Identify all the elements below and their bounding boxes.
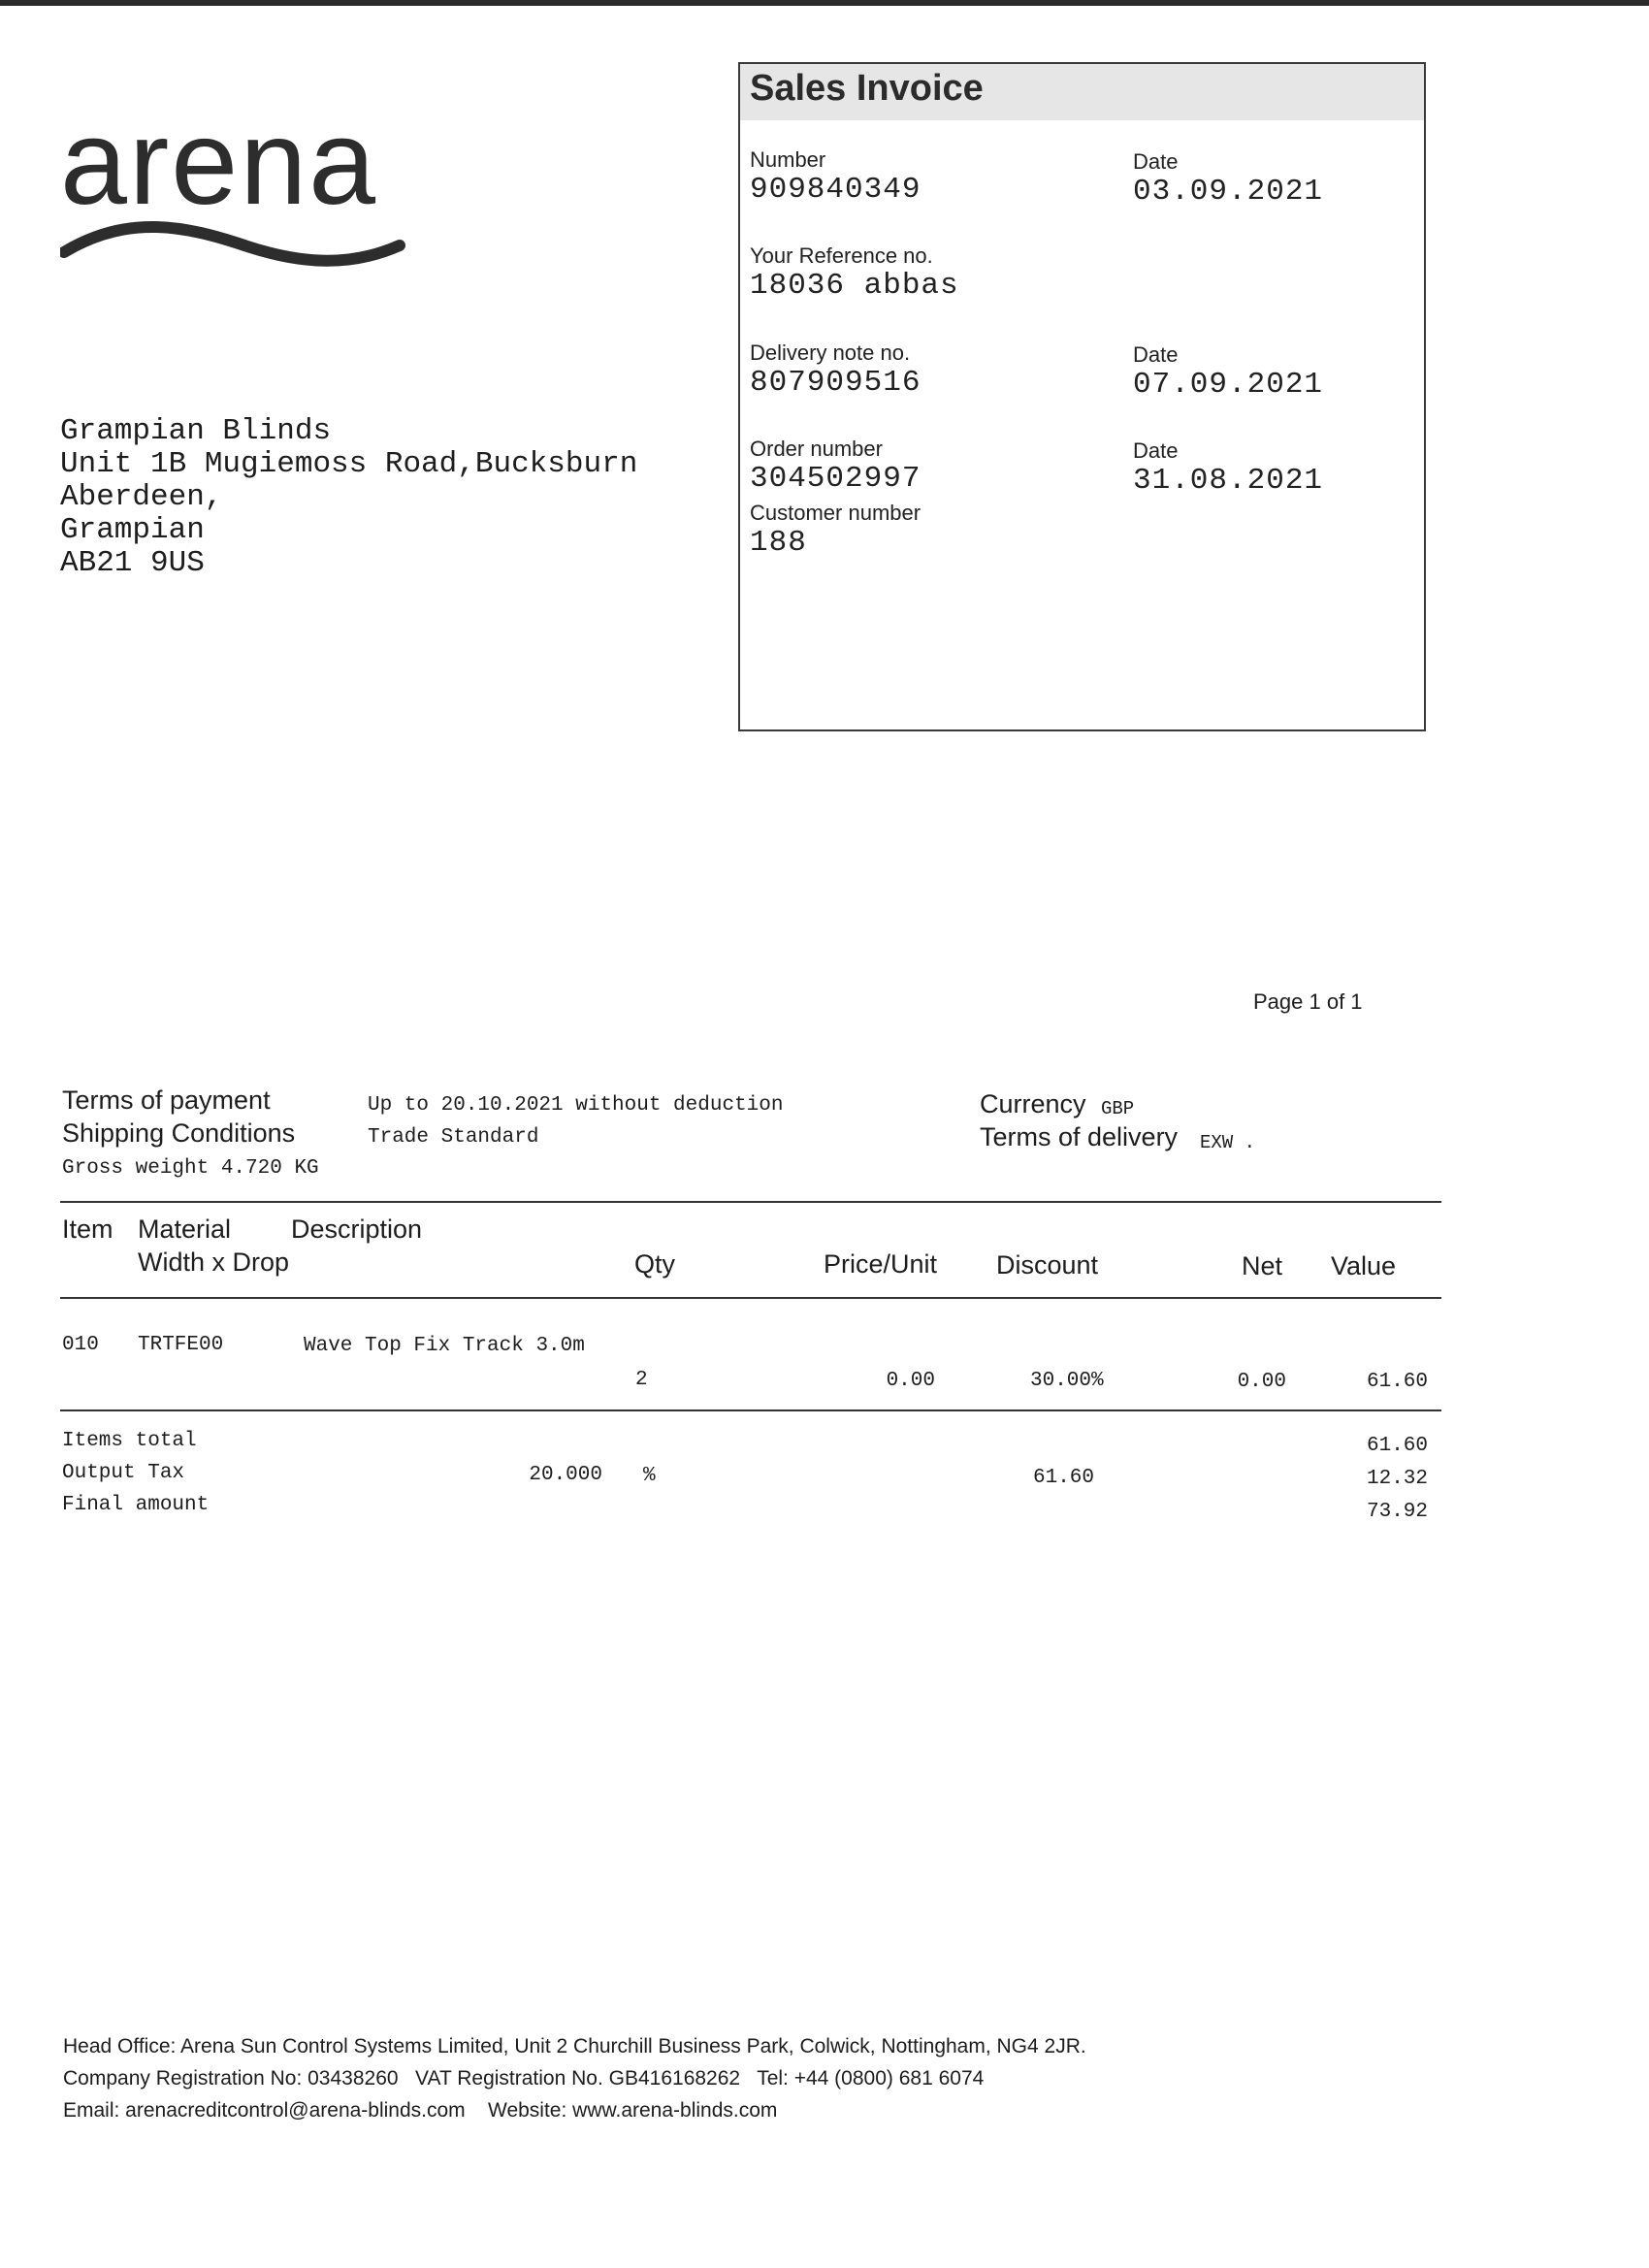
order-date: 31.08.2021 — [1133, 464, 1324, 498]
row-material: TRTFE00 — [138, 1334, 224, 1356]
invoice-header-bar — [740, 64, 1424, 120]
col-header-qty: Qty — [634, 1249, 676, 1279]
col-header-discount: Discount — [996, 1250, 1099, 1280]
order-date-label: Date — [1133, 438, 1179, 463]
invoice-date-label: Date — [1133, 149, 1179, 174]
delivery-date: 07.09.2021 — [1133, 368, 1324, 402]
invoice-number-label: Number — [750, 147, 826, 172]
col-header-value: Value — [1331, 1251, 1397, 1280]
reference-value: 18036 abbas — [750, 269, 959, 303]
final-amount-value: 73.92 — [1366, 1501, 1428, 1523]
row-discount: 30.00% — [1030, 1370, 1104, 1392]
footer-registration: Company Registration No: 03438260 VAT Registration No. GB416168262 Tel: +44 (0800) 681 6074 — [63, 2067, 985, 2090]
output-tax-label: Output Tax — [62, 1462, 185, 1484]
currency-label: Currency — [980, 1089, 1086, 1118]
delivery-date-label: Date — [1133, 342, 1179, 367]
col-header-material: Material — [138, 1215, 232, 1244]
scan-edge — [0, 0, 1649, 6]
output-tax-base: 61.60 — [1032, 1467, 1094, 1489]
gross-weight: Gross weight 4.720 KG — [62, 1157, 319, 1180]
table-top-rule — [60, 1201, 1441, 1203]
row-net: 0.00 — [1237, 1371, 1286, 1393]
output-tax-rate: 20.000 — [529, 1464, 602, 1486]
order-number-label: Order number — [750, 437, 883, 461]
final-amount-label: Final amount — [62, 1494, 210, 1516]
recipient-name: Grampian Blinds — [60, 414, 332, 448]
customer-number: 188 — [750, 526, 807, 560]
customer-number-label: Customer number — [750, 501, 922, 525]
page-indicator: Page 1 of 1 — [1253, 989, 1363, 1014]
invoice-number: 909840349 — [750, 173, 922, 207]
footer-head-office: Head Office: Arena Sun Control Systems Limited, Unit 2 Churchill Business Park, Colwick, Nottingham, NG4 2JR. — [63, 2035, 1086, 2057]
currency-value: GBP — [1101, 1098, 1135, 1119]
output-tax-percent: % — [643, 1465, 656, 1487]
delivery-terms-label: Terms of delivery — [980, 1122, 1179, 1151]
payment-terms: Up to 20.10.2021 without deduction — [368, 1094, 784, 1117]
order-number: 304502997 — [750, 462, 922, 496]
col-header-description: Description — [291, 1215, 423, 1244]
table-bottom-rule — [60, 1409, 1441, 1411]
row-value: 61.60 — [1366, 1371, 1428, 1393]
table-header-rule — [60, 1297, 1441, 1299]
col-header-price-unit: Price/Unit — [824, 1249, 938, 1279]
payment-terms-label: Terms of payment — [62, 1085, 271, 1115]
arena-logo — [60, 112, 409, 272]
delivery-terms-value: EXW . — [1200, 1132, 1256, 1153]
items-total-value: 61.60 — [1366, 1435, 1428, 1457]
recipient-postcode: AB21 9US — [60, 546, 205, 580]
row-price: 0.00 — [886, 1370, 935, 1392]
delivery-note-number: 807909516 — [750, 366, 922, 400]
recipient-city: Aberdeen, — [60, 480, 223, 514]
col-header-item: Item — [62, 1215, 113, 1244]
delivery-note-label: Delivery note no. — [750, 340, 911, 365]
row-item: 010 — [62, 1334, 99, 1356]
shipping-conditions-label: Shipping Conditions — [62, 1118, 296, 1148]
footer-contact: Email: arenacreditcontrol@arena-blinds.com Website: www.arena-blinds.com — [63, 2099, 778, 2122]
col-header-net: Net — [1242, 1251, 1283, 1280]
col-header-width-drop: Width x Drop — [138, 1247, 290, 1277]
items-total-label: Items total — [62, 1430, 197, 1452]
invoice-date: 03.09.2021 — [1133, 175, 1324, 209]
recipient-street: Unit 1B Mugiemoss Road,Bucksburn — [60, 447, 638, 481]
recipient-region: Grampian — [60, 513, 205, 547]
invoice-details-box — [738, 62, 1426, 731]
row-description: Wave Top Fix Track 3.0m — [304, 1335, 585, 1357]
svg-text:arena: arena — [60, 112, 378, 230]
reference-label: Your Reference no. — [750, 243, 933, 268]
row-qty: 2 — [635, 1369, 648, 1391]
shipping-conditions: Trade Standard — [368, 1126, 539, 1149]
output-tax-value: 12.32 — [1366, 1468, 1428, 1490]
invoice-title: Sales Invoice — [750, 68, 984, 109]
